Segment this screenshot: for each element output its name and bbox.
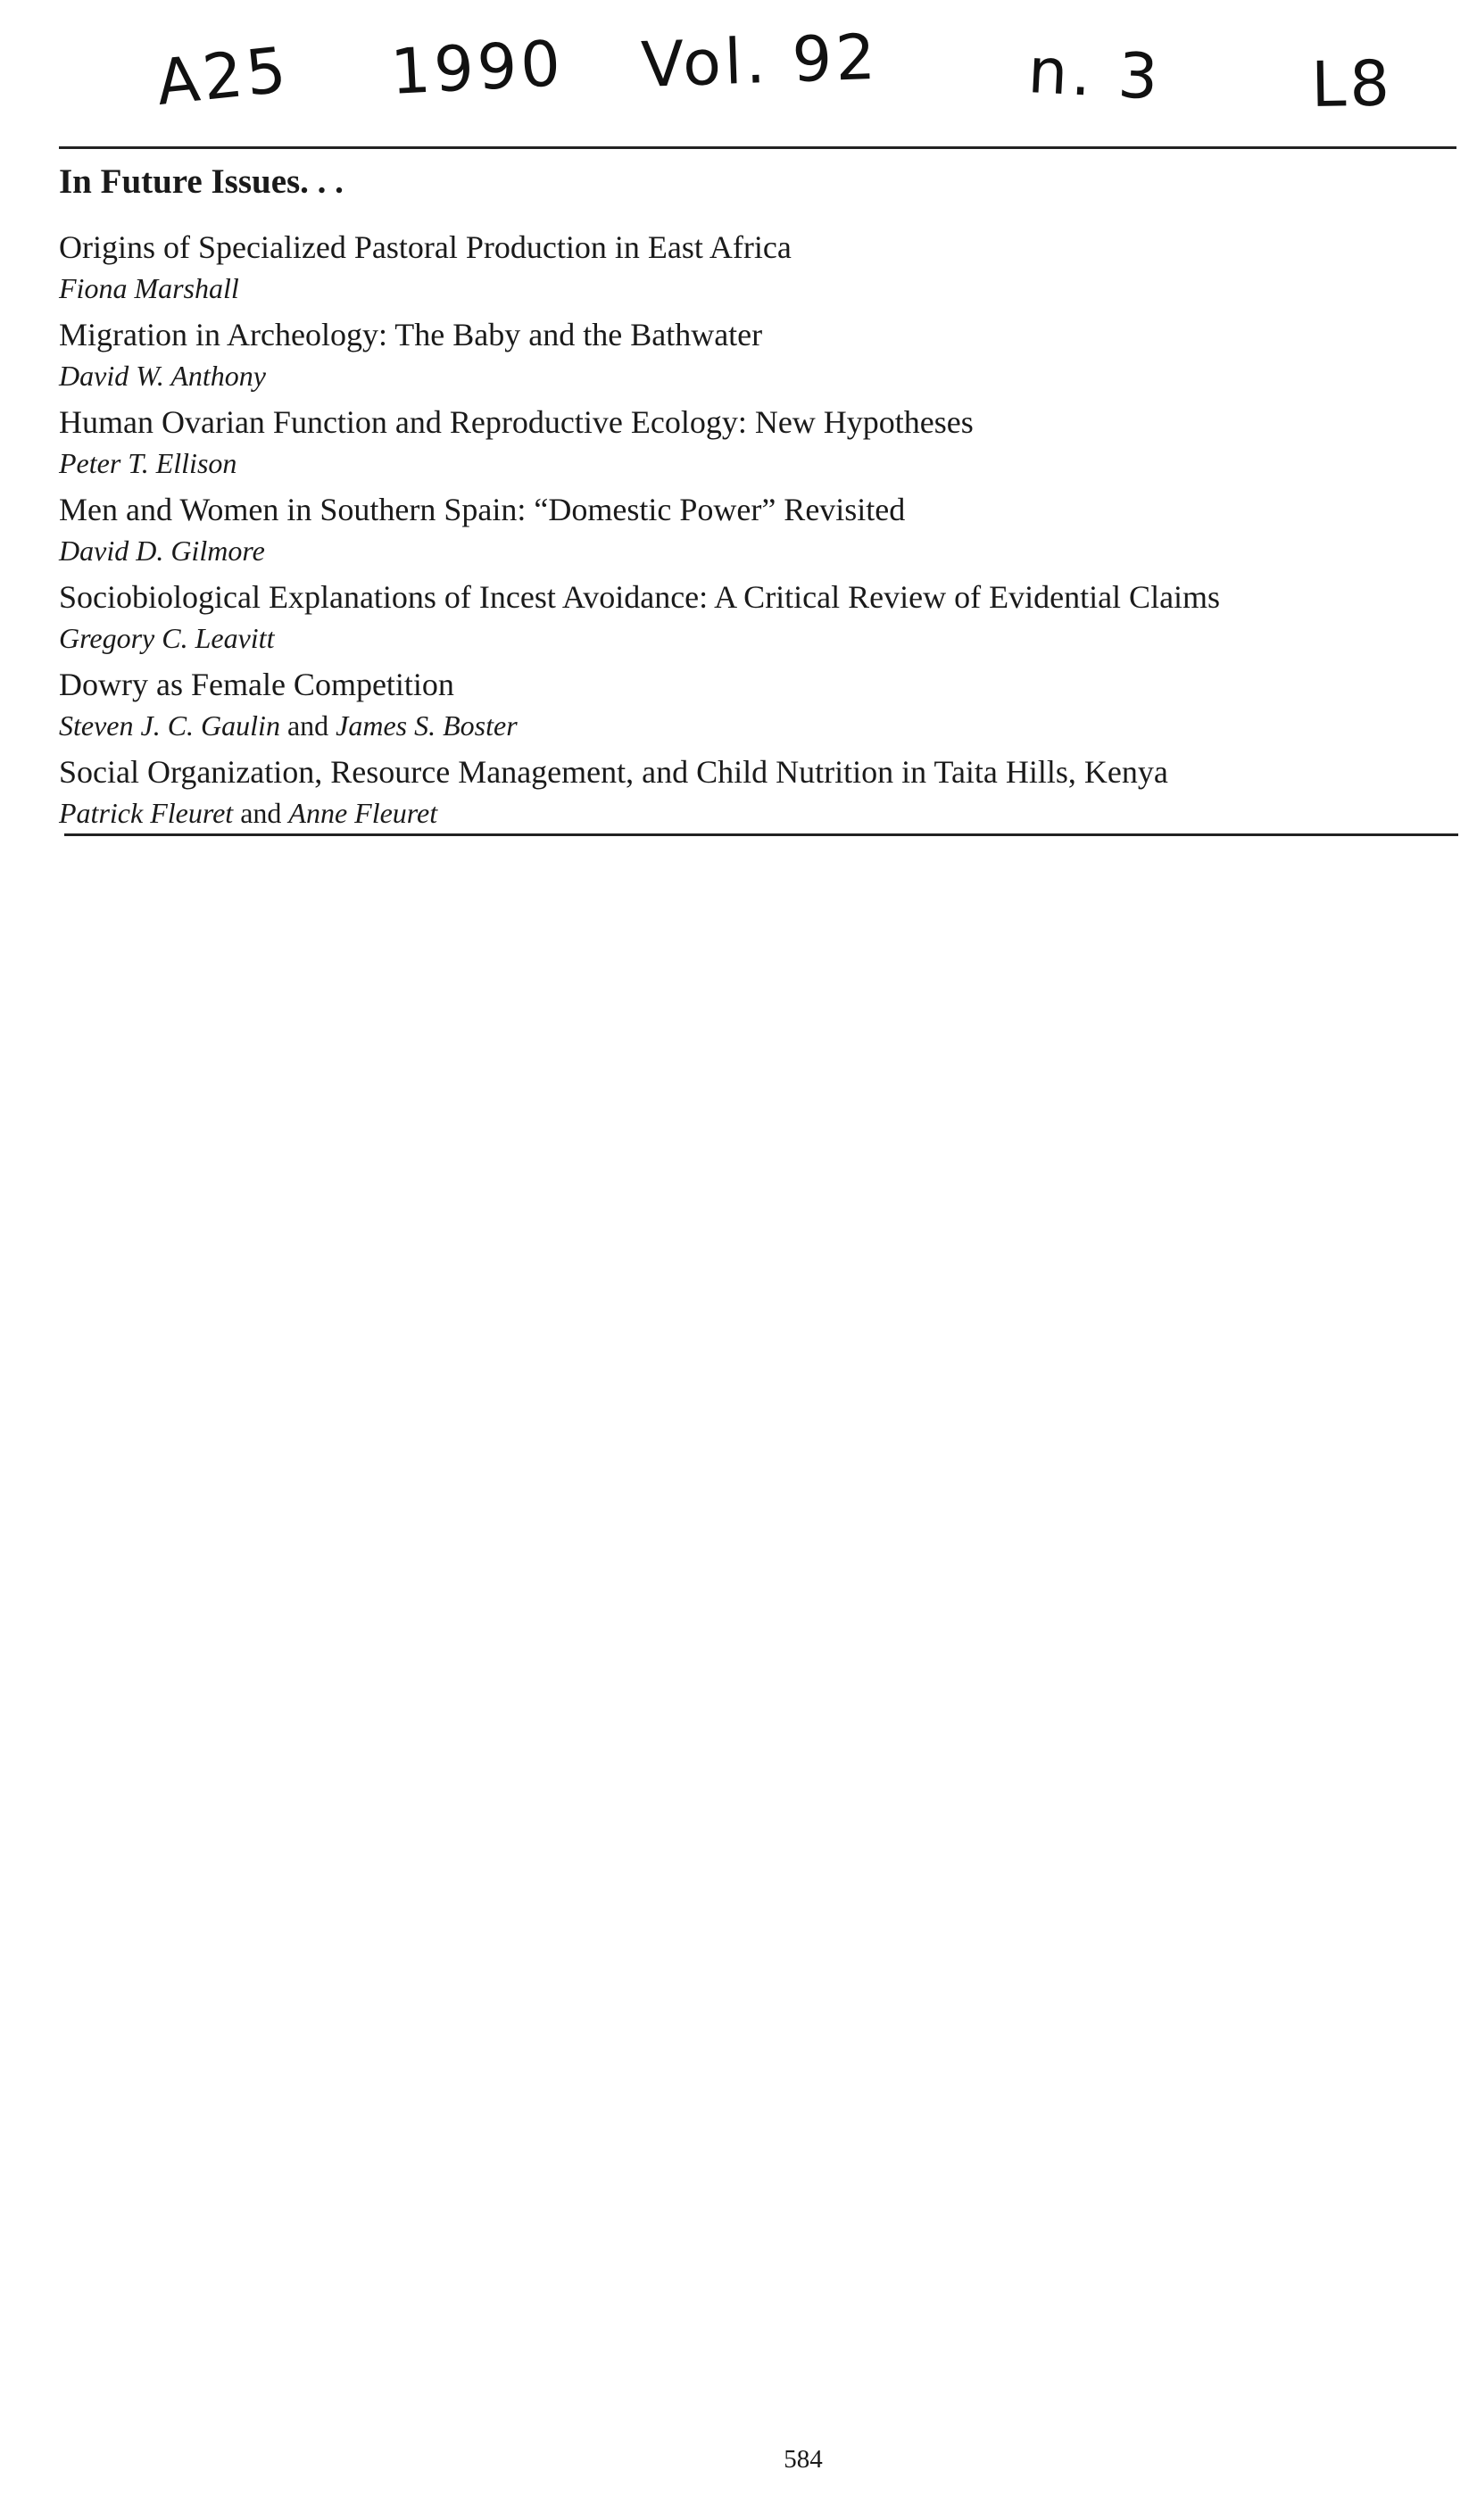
bottom-rule-divider (64, 833, 1458, 836)
author-name: David D. Gilmore (59, 535, 265, 567)
author-name: David W. Anthony (59, 360, 266, 392)
list-item (59, 314, 1456, 396)
article-title: Dowry as Female Competition (59, 667, 454, 702)
article-title: Men and Women in Southern Spain: “Domestic Power” Revisited (59, 492, 906, 527)
author-name: Anne Fleuret (288, 797, 438, 829)
author-name: James S. Boster (336, 709, 518, 742)
top-rule-divider (59, 146, 1456, 149)
handwritten-shelf-mark: L8 (1310, 46, 1394, 121)
author-name: Gregory C. Leavitt (59, 622, 275, 654)
future-issues-section (59, 159, 1456, 839)
article-title: Migration in Archeology: The Baby and the Bathwater (59, 317, 763, 352)
article-title: Origins of Specialized Pastoral Production in East Africa (59, 229, 792, 265)
article-authors (59, 269, 1456, 309)
list-item (59, 751, 1456, 833)
handwritten-annotation (134, 20, 1401, 125)
article-title: Sociobiological Explanations of Incest Avoidance: A Critical Review of Evidential Claims (59, 579, 1221, 615)
article-title: Social Organization, Resource Management, and Child Nutrition in Taita Hills, Kenya (59, 754, 1168, 790)
author-conjunction: and (286, 709, 329, 742)
article-authors (59, 356, 1456, 396)
author-name: Steven J. C. Gaulin (59, 709, 280, 742)
list-item (59, 402, 1456, 484)
author-name: Fiona Marshall (59, 272, 239, 304)
article-authors (59, 618, 1456, 659)
handwritten-code: A25 (153, 32, 294, 120)
section-title: In Future Issues. . . (59, 162, 344, 201)
list-item (59, 489, 1456, 571)
page-number: 584 (784, 2445, 823, 2474)
handwritten-year: 1990 (388, 26, 566, 109)
list-item (59, 664, 1456, 746)
article-authors (59, 793, 1456, 833)
author-conjunction: and (240, 797, 282, 829)
author-name: Patrick Fleuret (59, 797, 234, 829)
article-authors (59, 531, 1456, 571)
article-authors (59, 706, 1456, 746)
article-authors (59, 443, 1456, 484)
handwritten-volume: Vol. 92 (640, 20, 881, 102)
author-name: Peter T. Ellison (59, 447, 237, 479)
handwritten-issue: n. 3 (1026, 34, 1164, 114)
article-title: Human Ovarian Function and Reproductive Ecology: New Hypotheses (59, 404, 974, 440)
list-item (59, 227, 1456, 309)
list-item (59, 576, 1456, 659)
